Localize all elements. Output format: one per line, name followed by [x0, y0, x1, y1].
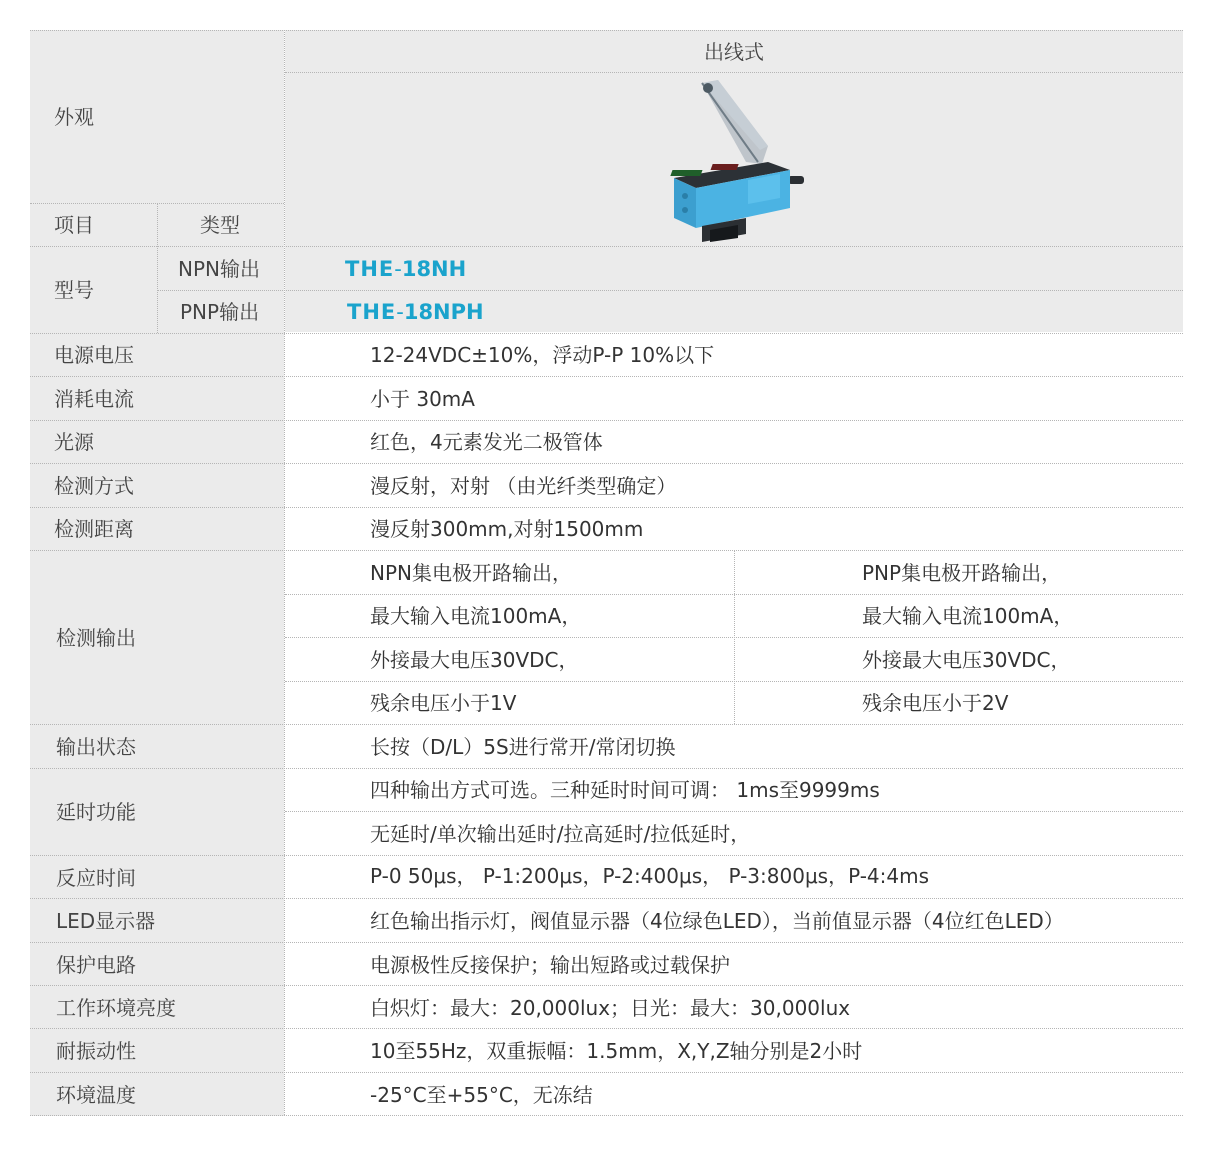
ambient-temperature-label: 环境温度: [56, 1083, 136, 1107]
detection-output-label: 检测输出: [56, 626, 136, 650]
power-value: 12-24VDC±10%，浮动P-P 10%以下: [370, 343, 715, 367]
grid-line: [30, 463, 1183, 464]
grid-line: [30, 942, 1183, 943]
npn-output-label: NPN输出: [178, 257, 260, 281]
grid-line: [734, 550, 735, 724]
delay-function-line: 无延时/单次输出延时/拉高延时/拉低延时，: [370, 822, 751, 846]
npn-model-number: [345, 257, 466, 281]
light-source-label: 光源: [54, 430, 94, 454]
appearance-label: 外观: [54, 105, 94, 129]
detection-distance-label: 检测距离: [54, 517, 134, 541]
grid-line: [30, 985, 1183, 986]
brand-name: THE: [347, 300, 397, 324]
grid-line: [30, 30, 1183, 31]
pnp-output-line: PNP集电极开路输出，: [862, 561, 1062, 585]
ambient-temperature-value: -25°C至+55°C，无冻结: [370, 1083, 593, 1107]
led-display-label: LED显示器: [56, 909, 156, 933]
led-display-value: 红色输出指示灯，阀值显示器（4位绿色LED），当前值显示器（4位红色LED）: [370, 909, 1064, 933]
model-label: 型号: [54, 278, 94, 302]
pnp-output-line: 最大输入电流100mA，: [862, 604, 1074, 628]
detection-distance-value: 漫反射300mm,对射1500mm: [370, 517, 644, 541]
grid-line: [30, 420, 1183, 421]
grid-line: [30, 507, 1183, 508]
response-time-label: 反应时间: [56, 866, 136, 890]
response-time-value: P-0 50μs， P-1:200μs，P-2:400μs， P-3:800μs，P-4:4ms: [370, 864, 930, 888]
pnp-output-label: PNP输出: [180, 300, 260, 324]
brand-name: THE: [345, 257, 395, 281]
separator: -: [394, 257, 402, 281]
npn-output-line: NPN集电极开路输出，: [370, 561, 572, 585]
grid-line: [284, 30, 285, 1115]
current-label: 消耗电流: [54, 387, 134, 411]
grid-line: [157, 203, 158, 333]
grid-line: [30, 898, 1183, 899]
type-label: 类型: [200, 213, 240, 237]
grid-line: [30, 246, 1183, 247]
pnp-output-line: 外接最大电压30VDC，: [862, 648, 1071, 672]
grid-line: [30, 333, 1183, 334]
light-source-value: 红色，4元素发光二极管体: [370, 430, 603, 454]
protection-circuit-value: 电源极性反接保护；输出短路或过载保护: [370, 953, 730, 977]
npn-output-line: 最大输入电流100mA，: [370, 604, 582, 628]
pnp-model-number: [347, 300, 484, 324]
npn-output-line: 残余电压小于1V: [370, 691, 517, 715]
vibration-resistance-label: 耐振动性: [56, 1039, 136, 1063]
model-code: 18NPH: [403, 300, 484, 324]
model-code: 18NH: [401, 257, 467, 281]
grid-line: [30, 376, 1183, 377]
output-state-value: 长按（D/L）5S进行常开/常闭切换: [370, 735, 676, 759]
grid-line: [285, 72, 1183, 73]
grid-line: [30, 1115, 1183, 1116]
current-value: 小于 30mA: [370, 387, 475, 411]
vibration-resistance-value: 10至55Hz，双重振幅：1.5mm，X,Y,Z轴分别是2小时: [370, 1039, 863, 1063]
delay-function-line: 四种输出方式可选。三种延时时间可调： 1ms至9999ms: [370, 778, 880, 802]
protection-circuit-label: 保护电路: [56, 953, 136, 977]
npn-output-line: 外接最大电压30VDC，: [370, 648, 579, 672]
detection-method-value: 漫反射，对射 （由光纤类型确定）: [370, 474, 677, 498]
delay-function-label: 延时功能: [56, 800, 136, 824]
grid-line: [30, 1072, 1183, 1073]
grid-line: [30, 1028, 1183, 1029]
output-state-label: 输出状态: [56, 735, 136, 759]
ambient-brightness-value: 白炽灯：最大：20,000lux；日光：最大：30,000lux: [370, 996, 851, 1020]
grid-line: [158, 290, 1183, 291]
ambient-brightness-label: 工作环境亮度: [56, 996, 176, 1020]
grid-line: [30, 550, 1183, 551]
grid-line: [30, 724, 1183, 725]
grid-line: [285, 811, 1183, 812]
detection-method-label: 检测方式: [54, 474, 134, 498]
separator: -: [396, 300, 404, 324]
pnp-output-line: 残余电压小于2V: [862, 691, 1009, 715]
power-label: 电源电压: [54, 343, 134, 367]
column-title: 出线式: [704, 40, 764, 64]
product-image: [650, 78, 820, 244]
grid-line: [30, 768, 1183, 769]
item-label: 项目: [54, 213, 94, 237]
grid-line: [30, 855, 1183, 856]
